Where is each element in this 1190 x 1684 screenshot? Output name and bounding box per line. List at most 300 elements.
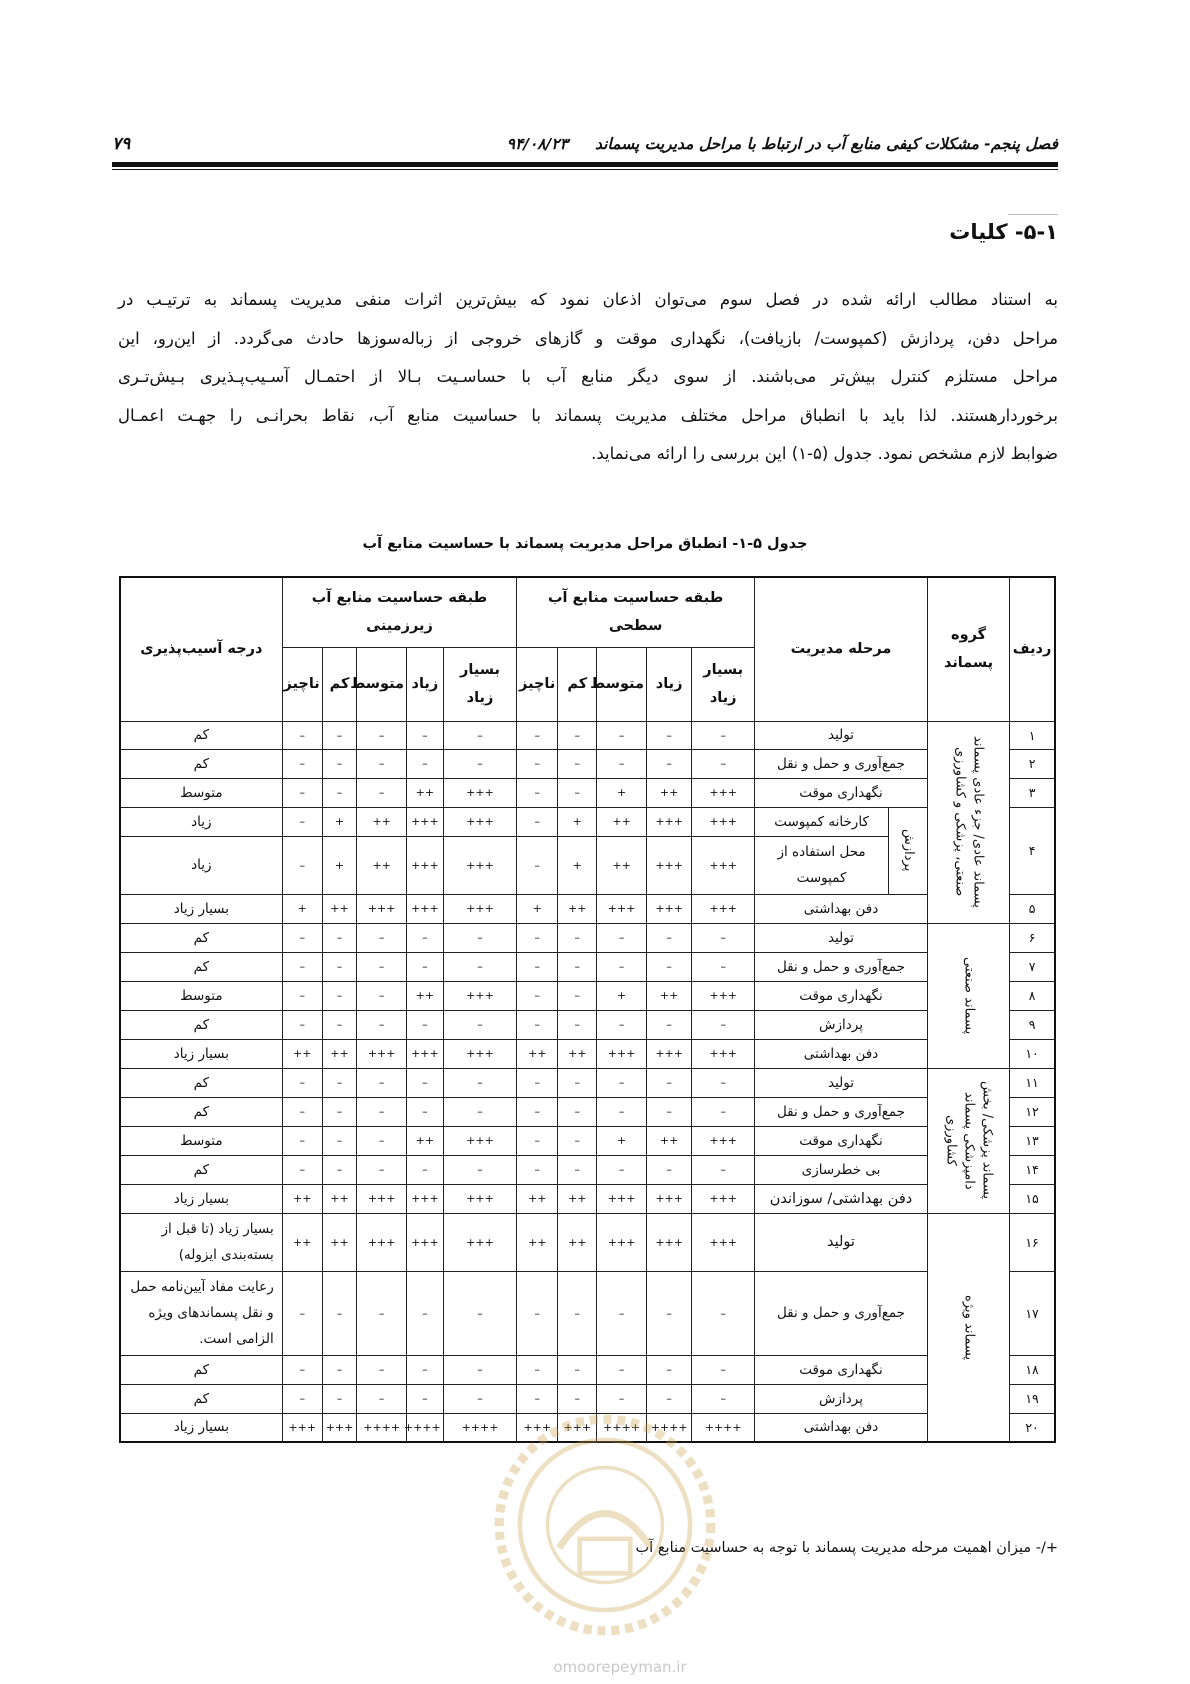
stage-name: جمع‌آوری و حمل و نقل [755,1097,928,1126]
ground-level-cell: – [443,1068,516,1097]
row-number: ۲۰ [1010,1413,1055,1442]
header-row-no: ردیف [1010,577,1055,721]
surface-level-cell: – [597,1097,647,1126]
table-row [120,981,1055,1010]
surface-level-cell: – [517,1068,558,1097]
ground-level-cell: – [407,1068,444,1097]
vulnerability-degree: کم [120,1155,282,1184]
ground-level-cell: ++++ [357,1413,407,1442]
ground-level-cell: – [357,1355,407,1384]
surface-level-cell: +++ [597,1213,647,1271]
ground-level-cell: +++ [443,1126,516,1155]
surface-level-cell: +++ [692,836,755,894]
ground-level-cell: – [282,1010,322,1039]
row-number: ۱۳ [1010,1126,1055,1155]
ground-level-cell: ++++ [407,1413,444,1442]
stage-name: تولید [755,923,928,952]
processing-subgroup [889,807,928,894]
vulnerability-degree: متوسط [120,981,282,1010]
row-number: ۱ [1010,721,1055,749]
header-level: بسیار زیاد [443,647,516,721]
table-row [120,1271,1055,1355]
surface-level-cell: +++ [692,778,755,807]
surface-level-cell: – [558,923,597,952]
ground-level-cell: – [282,1384,322,1413]
surface-level-cell: – [692,1010,755,1039]
surface-level-cell: – [646,1097,691,1126]
ground-level-cell: – [282,981,322,1010]
ground-level-cell: – [443,923,516,952]
surface-level-cell: +++ [558,1413,597,1442]
stage-name: دفن بهداشتی [755,1413,928,1442]
surface-level-cell: ++ [517,1039,558,1068]
stage-name: نگهداری موقت [755,1355,928,1384]
header-degree: درجه آسیب‌پذیری [120,577,282,721]
surface-level-cell: – [517,778,558,807]
table-row [120,1039,1055,1068]
row-number: ۱۶ [1010,1213,1055,1271]
surface-level-cell: +++ [692,1184,755,1213]
ground-level-cell: – [443,952,516,981]
ground-level-cell: – [357,721,407,749]
section-title: ۵-۱- کلیات [949,220,1058,244]
ground-level-cell: + [322,836,357,894]
ground-level-cell: – [407,1384,444,1413]
surface-level-cell: ++ [646,778,691,807]
surface-level-cell: – [646,749,691,778]
table-row [120,923,1055,952]
seal-watermark-icon [490,1410,720,1640]
ground-level-cell: ++ [282,1184,322,1213]
surface-level-cell: – [517,721,558,749]
stage-name: محل استفاده از کمپوست [755,836,889,894]
ground-level-cell: – [357,1155,407,1184]
row-number: ۷ [1010,952,1055,981]
header-rule [112,162,1058,167]
ground-level-cell: +++ [443,1184,516,1213]
surface-level-cell: – [517,923,558,952]
ground-level-cell: – [443,749,516,778]
header-date: ۹۴/۰۸/۲۳ [506,135,568,153]
ground-level-cell: +++ [357,1213,407,1271]
vulnerability-degree: بسیار زیاد [120,1413,282,1442]
ground-level-cell: – [443,1271,516,1355]
surface-level-cell: – [597,1010,647,1039]
vulnerability-degree: زیاد [120,836,282,894]
ground-level-cell: – [322,923,357,952]
ground-level-cell: – [282,1068,322,1097]
surface-level-cell: – [558,1097,597,1126]
surface-level-cell: +++ [646,894,691,923]
surface-level-cell: +++ [692,1126,755,1155]
table-row [120,721,1055,749]
row-number: ۱۱ [1010,1068,1055,1097]
surface-level-cell: – [597,1384,647,1413]
vulnerability-degree: کم [120,952,282,981]
row-number: ۶ [1010,923,1055,952]
ground-level-cell: +++ [407,1039,444,1068]
ground-level-cell: – [357,1068,407,1097]
vulnerability-degree: متوسط [120,778,282,807]
surface-level-cell: – [517,1010,558,1039]
ground-level-cell: – [407,749,444,778]
surface-level-cell: – [646,1155,691,1184]
ground-level-cell: – [407,1155,444,1184]
surface-level-cell: – [517,1355,558,1384]
stage-name: دفن بهداشتی/ سوزاندن [755,1184,928,1213]
table-row [120,749,1055,778]
surface-level-cell: – [517,952,558,981]
ground-level-cell: – [357,923,407,952]
header-level: کم [558,647,597,721]
row-number: ۱۴ [1010,1155,1055,1184]
footer-brand: omoorepeyman.ir [553,1658,687,1676]
surface-level-cell: – [558,952,597,981]
ground-level-cell: – [322,1068,357,1097]
ground-level-cell: +++ [443,894,516,923]
table-caption: جدول ۵-۱- انطباق مراحل مدیریت پسماند با حساسیت منابع آب [362,536,808,552]
surface-level-cell: +++ [692,807,755,836]
stage-name: پردازش [755,1384,928,1413]
surface-level-cell: – [558,1155,597,1184]
ground-level-cell: – [322,952,357,981]
ground-level-cell: +++ [443,1213,516,1271]
surface-level-cell: +++ [692,894,755,923]
surface-level-cell: – [517,807,558,836]
ground-level-cell: – [443,1384,516,1413]
ground-level-cell: – [357,1097,407,1126]
surface-level-cell: – [517,1097,558,1126]
ground-level-cell: – [407,952,444,981]
surface-level-cell: – [597,721,647,749]
ground-level-cell: – [357,1384,407,1413]
surface-level-cell: +++ [597,1039,647,1068]
surface-level-cell: – [517,981,558,1010]
header-level: زیاد [407,647,444,721]
surface-level-cell: – [646,952,691,981]
page-header [112,128,1058,160]
surface-level-cell: – [517,1384,558,1413]
ground-level-cell: – [282,749,322,778]
ground-level-cell: – [407,1010,444,1039]
header-stage: مرحله مدیریت [755,577,928,721]
ground-level-cell: ++ [322,1213,357,1271]
row-number: ۸ [1010,981,1055,1010]
surface-level-cell: + [597,981,647,1010]
surface-level-cell: ++ [517,1213,558,1271]
row-number: ۹ [1010,1010,1055,1039]
ground-level-cell: – [282,807,322,836]
ground-level-cell: +++ [443,778,516,807]
surface-level-cell: – [692,1384,755,1413]
table-row [120,1010,1055,1039]
page-number: ۷۹ [112,134,131,154]
surface-level-cell: + [517,894,558,923]
header-level: کم [322,647,357,721]
vulnerability-degree: کم [120,1010,282,1039]
waste-group [927,923,1009,1068]
surface-level-cell: – [692,1271,755,1355]
header-level: ناچیز [517,647,558,721]
header-level: بسیار زیاد [692,647,755,721]
ground-level-cell: + [282,894,322,923]
stage-name: نگهداری موقت [755,778,928,807]
ground-level-cell: ++ [322,1039,357,1068]
paragraph-line: مراحل مستلزم کنترل بیش‌تر می‌باشند. از سوی دیگر منابع آب با حساسـیت بـالا از احتمـال آسـیب‌پـذیری بـیش‌تـری [118,367,1058,386]
surface-level-cell: – [692,1355,755,1384]
ground-level-cell: – [322,721,357,749]
stage-name: کارخانه کمپوست [755,807,889,836]
surface-level-cell: + [558,836,597,894]
surface-level-cell: – [558,981,597,1010]
row-number: ۴ [1010,807,1055,894]
surface-level-cell: ++++ [646,1413,691,1442]
paragraph-line: برخوردارهستند. لذا باید با انطباق مراحل مختلف مدیریت پسماند با حساسیت منابع آب، نقاط بحرانـی را جهـت اعمـال [118,405,1058,425]
surface-level-cell: +++ [646,1184,691,1213]
row-number: ۵ [1010,894,1055,923]
ground-level-cell: – [407,1271,444,1355]
header-group: گروه پسماند [927,577,1009,721]
waste-group-label: پسماند صنعتی [961,956,977,1035]
ground-level-cell: ++ [322,1184,357,1213]
surface-level-cell: ++ [597,836,647,894]
surface-level-cell: – [597,952,647,981]
ground-level-cell: – [322,1010,357,1039]
ground-level-cell: +++ [407,894,444,923]
ground-level-cell: +++ [282,1413,322,1442]
surface-level-cell: – [558,778,597,807]
row-number: ۱۲ [1010,1097,1055,1126]
surface-level-cell: + [597,778,647,807]
table-row [120,1097,1055,1126]
row-number: ۱۸ [1010,1355,1055,1384]
body-paragraph [118,281,1058,474]
sensitivity-table [119,576,1056,1443]
ground-level-cell: – [322,1355,357,1384]
vulnerability-degree: بسیار زیاد (تا قبل از بسته‌بندی ایزوله) [120,1213,282,1271]
surface-level-cell: – [597,923,647,952]
ground-level-cell: ++ [407,981,444,1010]
ground-level-cell: +++ [443,807,516,836]
surface-level-cell: – [558,1068,597,1097]
surface-level-cell: ++ [558,1039,597,1068]
header-surface: طبقه حساسیت منابع آب سطحی [517,577,755,647]
stage-name: جمع‌آوری و حمل و نقل [755,749,928,778]
surface-level-cell: +++ [597,894,647,923]
ground-level-cell: – [282,923,322,952]
surface-level-cell: – [597,749,647,778]
surface-level-cell: – [646,1010,691,1039]
stage-name: دفن بهداشتی [755,894,928,923]
surface-level-cell: – [692,1097,755,1126]
row-number: ۱۵ [1010,1184,1055,1213]
header-level: ناچیز [282,647,322,721]
ground-level-cell: – [357,981,407,1010]
ground-level-cell: – [443,1155,516,1184]
surface-level-cell: – [597,1155,647,1184]
header-rule-thin [112,169,1058,170]
stage-name: جمع‌آوری و حمل و نقل [755,952,928,981]
surface-level-cell: +++ [646,836,691,894]
ground-level-cell: ++ [282,1213,322,1271]
processing-label: پردازش [901,829,917,872]
surface-level-cell: – [517,1155,558,1184]
surface-level-cell: – [646,1355,691,1384]
surface-level-cell: – [646,923,691,952]
row-number: ۱۷ [1010,1271,1055,1355]
stage-name: نگهداری موقت [755,981,928,1010]
ground-level-cell: ++ [407,1126,444,1155]
table-row [120,952,1055,981]
ground-level-cell: – [282,1271,322,1355]
vulnerability-degree: متوسط [120,1126,282,1155]
waste-group [927,1068,1009,1213]
waste-group-label: پسماند عادی/ جزء عادی پسماند صنعتی، پزشکی و کشاورزی [952,736,986,908]
ground-level-cell: – [282,1126,322,1155]
surface-level-cell: +++ [517,1413,558,1442]
surface-level-cell: – [558,1355,597,1384]
table-row [120,1155,1055,1184]
surface-level-cell: – [558,1271,597,1355]
ground-level-cell: – [443,1010,516,1039]
ground-level-cell: – [443,721,516,749]
ground-level-cell: – [357,952,407,981]
ground-level-cell: +++ [443,836,516,894]
vulnerability-degree: کم [120,923,282,952]
ground-level-cell: +++ [322,1413,357,1442]
ground-level-cell: – [322,1155,357,1184]
ground-level-cell: – [443,1097,516,1126]
surface-level-cell: – [692,749,755,778]
surface-level-cell: – [558,749,597,778]
ground-level-cell: +++ [443,1039,516,1068]
surface-level-cell: – [517,749,558,778]
vulnerability-degree: بسیار زیاد [120,1039,282,1068]
ground-level-cell: +++ [357,1184,407,1213]
header-level: متوسط [597,647,647,721]
waste-group [927,1213,1009,1442]
paragraph-line: مراحل دفن، پردازش (کمپوست/ بازیافت)، نگهداری موقت و گازهای خروجی از زباله‌سوزها حادث می‌گردد. از این‌رو، این [118,328,1058,348]
surface-level-cell: +++ [597,1184,647,1213]
vulnerability-degree: بسیار زیاد [120,894,282,923]
ground-level-cell: – [282,836,322,894]
table-row [120,1384,1055,1413]
header-title-group [507,135,1058,153]
row-number: ۲ [1010,749,1055,778]
vulnerability-degree: کم [120,1355,282,1384]
ground-level-cell: – [322,1384,357,1413]
vulnerability-degree: کم [120,749,282,778]
surface-level-cell: – [692,923,755,952]
row-number: ۱۰ [1010,1039,1055,1068]
vulnerability-degree: کم [120,1097,282,1126]
surface-level-cell: – [597,1271,647,1355]
ground-level-cell: – [282,778,322,807]
divider-mark [1008,214,1058,215]
surface-level-cell: – [646,1068,691,1097]
surface-level-cell: – [597,1355,647,1384]
vulnerability-degree: کم [120,721,282,749]
table-row [120,1355,1055,1384]
ground-level-cell: ++ [357,836,407,894]
row-number: ۱۹ [1010,1384,1055,1413]
table-row [120,1068,1055,1097]
ground-level-cell: – [282,721,322,749]
ground-level-cell: – [357,749,407,778]
table-row [120,1184,1055,1213]
surface-level-cell: ++ [517,1184,558,1213]
table-row [120,1126,1055,1155]
surface-level-cell: – [517,836,558,894]
ground-level-cell: – [407,1097,444,1126]
surface-level-cell: – [692,1068,755,1097]
ground-level-cell: +++ [407,1213,444,1271]
ground-level-cell: +++ [407,1184,444,1213]
surface-level-cell: – [646,1271,691,1355]
stage-name: بی خطرسازی [755,1155,928,1184]
ground-level-cell: ++ [282,1039,322,1068]
stage-name: دفن بهداشتی [755,1039,928,1068]
surface-level-cell: – [558,1010,597,1039]
header-level: زیاد [646,647,691,721]
surface-level-cell: +++ [692,981,755,1010]
table-row [120,1213,1055,1271]
surface-level-cell: – [692,952,755,981]
ground-level-cell: – [357,1010,407,1039]
table-footnote: +/- میزان اهمیت مرحله مدیریت پسماند با توجه به حساسیت منابع آب [635,1540,1058,1556]
ground-level-cell: – [282,952,322,981]
surface-level-cell: ++++ [597,1413,647,1442]
surface-level-cell: – [692,721,755,749]
stage-name: تولید [755,1213,928,1271]
surface-level-cell: ++++ [692,1413,755,1442]
ground-level-cell: + [322,807,357,836]
vulnerability-degree: رعایت مفاد آیین‌نامه حمل و نقل پسماندهای ویژه الزامی است. [120,1271,282,1355]
ground-level-cell: ++ [322,894,357,923]
vulnerability-degree: زیاد [120,807,282,836]
ground-level-cell: – [443,1355,516,1384]
waste-group [927,721,1009,923]
row-number: ۳ [1010,778,1055,807]
ground-level-cell: – [322,1097,357,1126]
table-row [120,894,1055,923]
ground-level-cell: – [322,778,357,807]
stage-name: تولید [755,1068,928,1097]
ground-level-cell: +++ [407,836,444,894]
surface-level-cell: ++ [558,1184,597,1213]
ground-level-cell: – [357,778,407,807]
ground-level-cell: – [407,923,444,952]
ground-level-cell: ++ [357,807,407,836]
surface-level-cell: +++ [646,1213,691,1271]
ground-level-cell: ++ [407,778,444,807]
ground-level-cell: +++ [407,807,444,836]
surface-level-cell: – [597,1068,647,1097]
waste-group-label: پسماند ویژه [961,1294,977,1360]
ground-level-cell: – [282,1355,322,1384]
stage-name: نگهداری موقت [755,1126,928,1155]
header-title: فصل پنجم- مشکلات کیفی منابع آب در ارتباط با مراحل مدیریت پسماند [594,135,1058,153]
vulnerability-degree: کم [120,1068,282,1097]
stage-name: تولید [755,721,928,749]
ground-level-cell: – [322,981,357,1010]
ground-level-cell: – [407,1355,444,1384]
surface-level-cell: – [517,1126,558,1155]
waste-group-label: پسماند پزشکی/ بخش دامپزشکی پسماند کشاورزی [943,1081,995,1200]
ground-level-cell: +++ [357,1039,407,1068]
ground-level-cell: – [282,1097,322,1126]
stage-name: پردازش [755,1010,928,1039]
